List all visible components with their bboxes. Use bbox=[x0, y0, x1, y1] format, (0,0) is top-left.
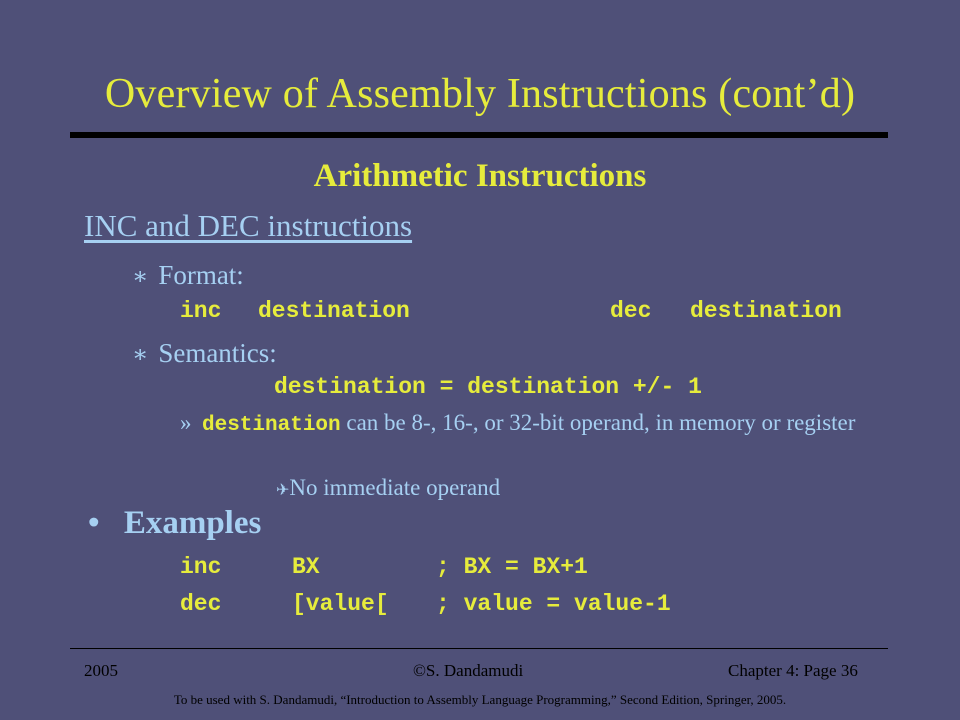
slide-subtitle: Arithmetic Instructions bbox=[313, 158, 647, 194]
dot-bullet-icon: • bbox=[88, 505, 100, 541]
footer-author-name: S. Dandamudi bbox=[425, 661, 524, 680]
example-op: dec bbox=[180, 591, 222, 617]
no-immediate-item bbox=[276, 475, 500, 501]
destination-description: can be 8-, 16-, or 32-bit operand, in memory or register bbox=[340, 410, 856, 435]
format-inc-op: inc bbox=[180, 298, 222, 324]
example-operand: BX bbox=[292, 554, 320, 580]
destination-code: destination bbox=[202, 414, 341, 437]
format-dec-operand: destination bbox=[690, 298, 842, 324]
slide-title: Overview of Assembly Instructions (cont’d) bbox=[104, 71, 856, 117]
copyright-icon: © bbox=[413, 661, 426, 680]
example-comment: ; value = value-1 bbox=[436, 591, 671, 617]
example-operand: [value[ bbox=[292, 591, 389, 617]
footer-chapter-page: Chapter 4: Page 36 bbox=[728, 661, 858, 680]
format-label: Format: bbox=[158, 260, 244, 290]
example-op: inc bbox=[180, 554, 222, 580]
examples-heading bbox=[88, 505, 261, 542]
asterisk-bullet-icon: ∗ bbox=[132, 342, 149, 368]
footer-divider bbox=[70, 648, 888, 649]
section-heading-link[interactable]: INC and DEC instructions bbox=[84, 208, 413, 243]
footer-author bbox=[413, 661, 523, 681]
semantics-code: destination = destination +/- 1 bbox=[274, 374, 702, 400]
footer-note: To be used with S. Dandamudi, “Introduction to Assembly Language Programming,” Second Edition, Springer, 2005. bbox=[173, 692, 787, 707]
format-dec-op: dec bbox=[610, 298, 652, 324]
semantics-label: Semantics: bbox=[158, 338, 277, 368]
footer-year: 2005 bbox=[84, 661, 118, 680]
asterisk-bullet-icon: ∗ bbox=[132, 264, 149, 290]
title-divider bbox=[70, 132, 888, 138]
examples-label: Examples bbox=[123, 505, 262, 541]
semantics-bullet-item bbox=[132, 338, 277, 369]
airplane-bullet-icon: ✈ bbox=[276, 482, 290, 499]
guillemet-bullet-icon: » bbox=[180, 410, 192, 435]
destination-note bbox=[180, 410, 860, 439]
no-immediate-text: No immediate operand bbox=[289, 475, 501, 500]
format-bullet-item bbox=[132, 260, 244, 291]
example-comment: ; BX = BX+1 bbox=[436, 554, 588, 580]
format-inc-operand: destination bbox=[258, 298, 410, 324]
